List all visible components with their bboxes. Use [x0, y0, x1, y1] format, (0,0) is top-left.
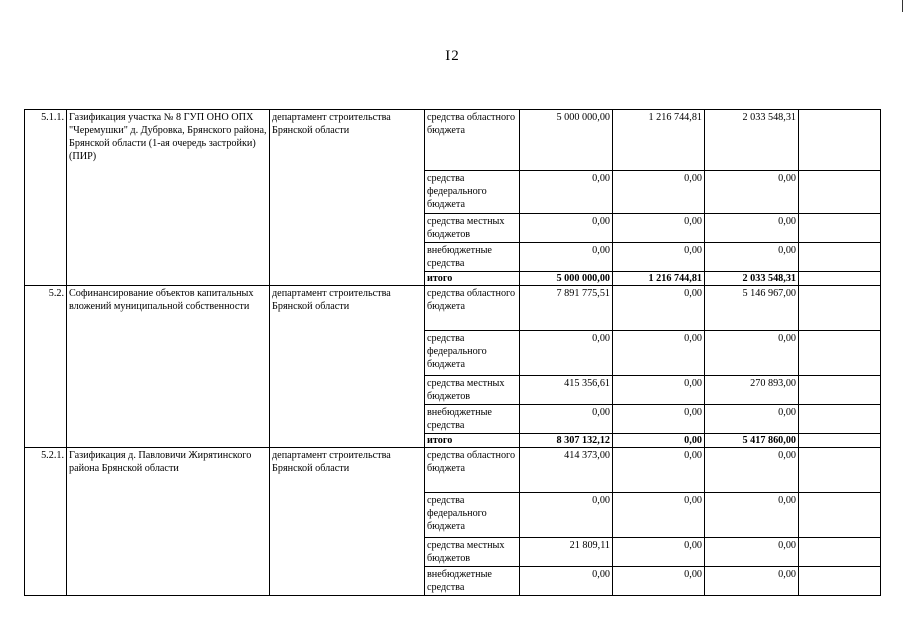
amount-cell: 0,00	[705, 214, 799, 243]
amount-cell: 5 000 000,00	[520, 110, 613, 171]
funding-source: средства федерального бюджета	[425, 171, 520, 214]
total-label: итого	[425, 272, 520, 286]
amount-cell: 0,00	[520, 405, 613, 434]
total-amount: 1 216 744,81	[613, 272, 705, 286]
amount-cell: 21 809,11	[520, 538, 613, 567]
amount-cell: 0,00	[705, 171, 799, 214]
amount-cell: 0,00	[613, 448, 705, 493]
amount-cell: 0,00	[705, 567, 799, 596]
funding-source: средства областного бюджета	[425, 448, 520, 493]
total-amount: 5 417 860,00	[705, 434, 799, 448]
amount-cell: 0,00	[520, 493, 613, 538]
item-name: Газификация участка № 8 ГУП ОНО ОПХ "Черемушки" д. Дубровка, Брянского района, Брянской области (1-ая очередь застройки) (ПИР)	[67, 110, 270, 286]
amount-cell: 0,00	[613, 567, 705, 596]
table-row	[25, 448, 881, 493]
amount-cell	[799, 376, 881, 405]
amount-cell	[799, 214, 881, 243]
total-amount: 0,00	[613, 434, 705, 448]
amount-cell	[799, 493, 881, 538]
funding-source: средства областного бюджета	[425, 286, 520, 331]
page-edge-mark	[902, 0, 903, 12]
total-amount	[799, 272, 881, 286]
amount-cell: 0,00	[705, 448, 799, 493]
amount-cell	[799, 405, 881, 434]
amount-cell: 2 033 548,31	[705, 110, 799, 171]
total-label: итого	[425, 434, 520, 448]
page-number: I2	[445, 48, 460, 64]
total-amount: 8 307 132,12	[520, 434, 613, 448]
amount-cell: 0,00	[520, 214, 613, 243]
funding-source: средства местных бюджетов	[425, 538, 520, 567]
amount-cell	[799, 243, 881, 272]
amount-cell: 0,00	[613, 331, 705, 376]
amount-cell: 0,00	[705, 243, 799, 272]
funding-source: средства местных бюджетов	[425, 214, 520, 243]
item-code: 5.2.	[25, 286, 67, 448]
funding-source: внебюджетные средства	[425, 243, 520, 272]
amount-cell: 0,00	[613, 286, 705, 331]
table-row	[25, 110, 881, 171]
amount-cell	[799, 567, 881, 596]
funding-source: средства федерального бюджета	[425, 493, 520, 538]
item-name: Софинансирование объектов капитальных вложений муниципальной собственности	[67, 286, 270, 448]
table-row	[25, 286, 881, 331]
funding-source: средства федерального бюджета	[425, 331, 520, 376]
item-executor: департамент строительства Брянской области	[270, 286, 425, 448]
funding-source: внебюджетные средства	[425, 567, 520, 596]
amount-cell: 0,00	[613, 214, 705, 243]
amount-cell: 1 216 744,81	[613, 110, 705, 171]
amount-cell	[799, 538, 881, 567]
amount-cell: 415 356,61	[520, 376, 613, 405]
amount-cell: 5 146 967,00	[705, 286, 799, 331]
amount-cell: 7 891 775,51	[520, 286, 613, 331]
amount-cell	[799, 286, 881, 331]
amount-cell: 0,00	[705, 538, 799, 567]
funding-source: внебюджетные средства	[425, 405, 520, 434]
amount-cell: 0,00	[520, 567, 613, 596]
amount-cell: 0,00	[705, 405, 799, 434]
funding-source: средства местных бюджетов	[425, 376, 520, 405]
amount-cell: 0,00	[520, 331, 613, 376]
amount-cell	[799, 331, 881, 376]
total-amount: 5 000 000,00	[520, 272, 613, 286]
item-executor: департамент строительства Брянской области	[270, 448, 425, 596]
total-amount	[799, 434, 881, 448]
amount-cell: 414 373,00	[520, 448, 613, 493]
amount-cell: 0,00	[613, 405, 705, 434]
amount-cell: 0,00	[520, 243, 613, 272]
amount-cell: 270 893,00	[705, 376, 799, 405]
amount-cell: 0,00	[613, 376, 705, 405]
amount-cell: 0,00	[613, 493, 705, 538]
budget-table	[24, 109, 881, 596]
total-amount: 2 033 548,31	[705, 272, 799, 286]
amount-cell: 0,00	[613, 538, 705, 567]
amount-cell: 0,00	[705, 331, 799, 376]
amount-cell	[799, 448, 881, 493]
amount-cell	[799, 110, 881, 171]
amount-cell: 0,00	[613, 171, 705, 214]
item-code: 5.2.1.	[25, 448, 67, 596]
amount-cell	[799, 171, 881, 214]
item-executor: департамент строительства Брянской области	[270, 110, 425, 286]
amount-cell: 0,00	[520, 171, 613, 214]
amount-cell: 0,00	[705, 493, 799, 538]
item-code: 5.1.1.	[25, 110, 67, 286]
amount-cell: 0,00	[613, 243, 705, 272]
funding-source: средства областного бюджета	[425, 110, 520, 171]
item-name: Газификация д. Павловичи Жирятинского района Брянской области	[67, 448, 270, 596]
